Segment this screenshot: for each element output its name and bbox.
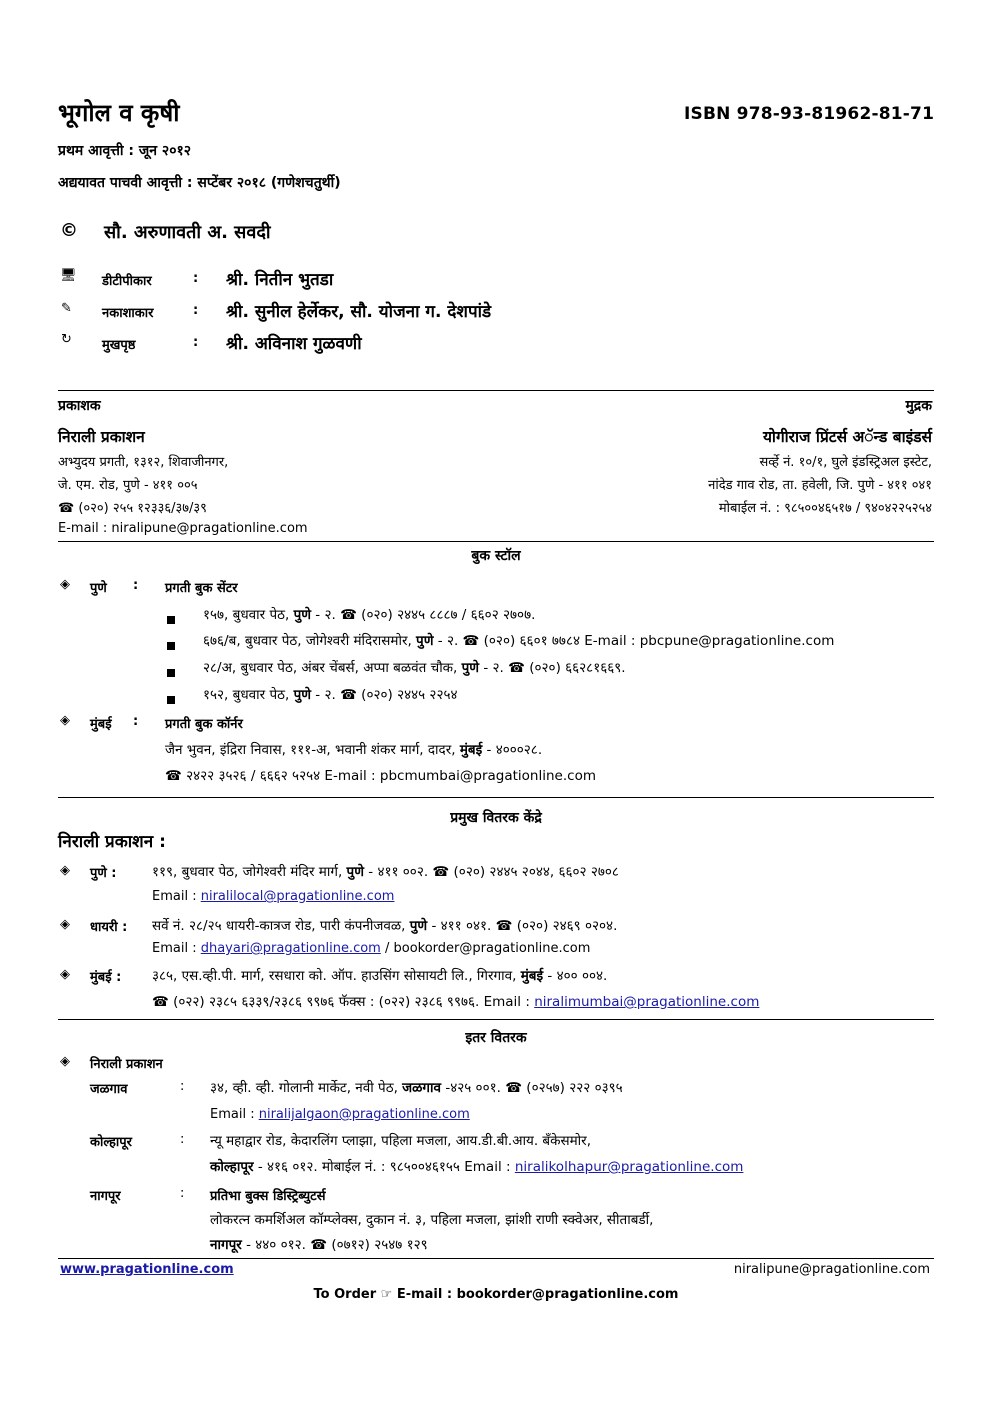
other-group: निराली प्रकाशन <box>90 1057 163 1072</box>
dist-mumbai-address: ३८५, एस.व्ही.पी. मार्ग, रसधारा को. ऑप. हाउसिंग सोसायटी लि., गिरगाव, मुंबई - ४०० ००४. <box>152 968 608 984</box>
divider <box>58 541 934 542</box>
isbn: ISBN 978-93-81962-81-71 <box>684 104 935 124</box>
cycle-icon: ↻ <box>61 332 72 347</box>
publisher-address-2: जे. एम. रोड, पुणे - ४११ ००५ <box>58 478 198 493</box>
other-kolhapur-address: न्यू महाद्वार रोड, केदारलिंग प्लाझा, पहिला मजला, आय.डी.बी.आय. बँकेसमोर, <box>210 1133 591 1149</box>
other-kolhapur-contact: कोल्हापूर - ४१६ ०१२. मोबाईल नं. : ९८५००४६१५५ Email : niralikolhapur@pragationline.com <box>210 1159 744 1175</box>
publisher-email-line <box>58 521 308 536</box>
other-nagpur-contact: नागपूर - ४४० ०१२. ☎ (०७१२) २५४७ १२९ <box>210 1237 428 1253</box>
stall-store-pune: प्रगती बुक सेंटर <box>165 581 238 596</box>
dist-pune-email[interactable]: niralilocal@pragationline.com <box>200 889 395 904</box>
printer-name: योगीराज प्रिंटर्स अॅन्ड बाइंडर्स <box>762 428 932 446</box>
printer-address-1: सर्व्हे नं. १०/१, घुले इंडस्ट्रिअल इस्टेट, <box>759 455 932 470</box>
credit-sep: : <box>193 271 199 286</box>
stall-city-pune: पुणे <box>90 581 107 596</box>
dist-label-mumbai: मुंबई : <box>90 970 122 985</box>
diamond-bullet-icon: ◈ <box>60 577 70 592</box>
email-label: E-mail : <box>58 521 112 536</box>
other-jalgaon-address: ३४, व्ही. व्ही. गोलानी मार्केट, नवी पेठ, जळगाव -४२५ ००१. ☎ (०२५७) २२२ ०३९५ <box>210 1080 623 1096</box>
book-title: भूगोल व कृषी <box>58 99 180 127</box>
credit-label-cover: मुखपृष्ठ <box>102 338 136 353</box>
other-nagpur-address: लोकरत्न कमर्शिअल कॉम्प्लेक्स, दुकान नं. ३, पहिला मजला, झांशी राणी स्क्वेअर, सीताबर्डी, <box>210 1212 654 1228</box>
dist-mumbai-contact: ☎ (०२२) २३८५ ६३३९/२३८६ ९९७६ फॅक्स : (०२२) २३८६ ९९७६. Email : niralimumbai@pragationline.com <box>152 994 760 1010</box>
dist-pune-address: ११९, बुधवार पेठ, जोगेश्वरी मंदिर मार्ग, पुणे - ४११ ००२. ☎ (०२०) २४४५ २०४४, ६६०२ २७०८ <box>152 864 619 880</box>
credit-value-maps: श्री. सुनील हेर्लेकर, सौ. योजना ग. देशपांडे <box>226 302 492 322</box>
distributors-heading: प्रमुख वितरक केंद्रे <box>450 810 542 826</box>
stall-pune-branch-2: ६७६/ब, बुधवार पेठ, जोगेश्वरी मंदिरासमोर, पुणे - २. ☎ (०२०) ६६०१ ७७८४ E-mail : pbcpune@pragationline.com <box>203 633 835 649</box>
divider <box>58 1258 934 1259</box>
publisher-phone: ☎ (०२०) २५५ १२३३६/३७/३९ <box>58 501 207 516</box>
diamond-bullet-icon: ◈ <box>60 967 70 982</box>
dist-label-pune: पुणे : <box>90 866 117 881</box>
divider <box>58 390 934 391</box>
other-distributors-heading: इतर वितरक <box>465 1030 527 1046</box>
dist-mumbai-email[interactable]: niralimumbai@pragationline.com <box>534 994 760 1010</box>
fifth-edition: अद्ययावत पाचवी आवृत्ती : सप्टेंबर २०१८ (गणेशचतुर्थी) <box>58 175 341 191</box>
publisher-heading: प्रकाशक <box>58 398 101 414</box>
stall-mumbai-phone: ☎ २४२२ ३५२६ / ६६६२ ५२५४ E-mail : pbcmumbai@pragationline.com <box>165 768 596 784</box>
stall-store-mumbai: प्रगती बुक कॉर्नर <box>165 717 243 732</box>
footer-email[interactable]: niralipune@pragationline.com <box>733 1262 930 1277</box>
other-city-jalgaon: जळगाव <box>90 1082 128 1097</box>
stall-pune-branch-3: २८/अ, बुधवार पेठ, अंबर चेंबर्स, अप्पा बळवंत चौक, पुणे - २. ☎ (०२०) ६६२८१६६९. <box>203 660 626 676</box>
dist-pune-email-line: Email : niralilocal@pragationline.com <box>152 889 395 904</box>
credit-label-maps: नकाशाकार <box>102 306 154 321</box>
copyright-symbol: © <box>60 220 78 241</box>
credit-sep: : <box>193 335 199 350</box>
computer-icon: 🖥 <box>60 268 77 283</box>
credit-value-dtp: श्री. नितीन भुतडा <box>226 270 334 290</box>
pen-icon: ✎ <box>61 301 72 316</box>
other-sep: : <box>180 1079 185 1094</box>
dist-dhayari-address: सर्वे नं. २८/२५ धायरी-कात्रज रोड, पारी कंपनीजवळ, पुणे - ४११ ०४१. ☎ (०२०) २४६९ ०२०४. <box>152 918 618 934</box>
other-jalgaon-email[interactable]: niralijalgaon@pragationline.com <box>258 1107 470 1122</box>
square-bullet-icon <box>167 689 175 708</box>
other-city-nagpur: नागपूर <box>90 1189 121 1204</box>
website-link[interactable]: www.pragationline.com <box>60 1262 234 1277</box>
other-city-kolhapur: कोल्हापूर <box>90 1135 132 1150</box>
copyright-holder: सौ. अरुणावती अ. सवदी <box>104 222 271 243</box>
dist-dhayari-email-line: Email : dhayari@pragationline.com / bookorder@pragationline.com <box>152 941 591 956</box>
other-nagpur-store: प्रतिभा बुक्स डिस्ट्रिब्युटर्स <box>210 1189 326 1204</box>
other-kolhapur-email[interactable]: niralikolhapur@pragationline.com <box>514 1159 744 1175</box>
stall-pune-branch-1: १५७, बुधवार पेठ, पुणे - २. ☎ (०२०) २४४५ ८८८७ / ६६०२ २७०७. <box>203 607 536 623</box>
square-bullet-icon <box>167 609 175 628</box>
publisher-name: निराली प्रकाशन <box>58 428 145 446</box>
square-bullet-icon <box>167 635 175 654</box>
credit-sep: : <box>193 303 199 318</box>
stall-sep: : <box>133 578 139 593</box>
order-email[interactable]: To Order ☞ E-mail : bookorder@pragationline.com <box>313 1287 679 1302</box>
dist-label-dhayari: धायरी : <box>90 920 128 935</box>
distributors-subheading: निराली प्रकाशन : <box>58 832 166 852</box>
other-sep: : <box>180 1132 185 1147</box>
stall-mumbai-address: जैन भुवन, इंद्रिरा निवास, १११-अ, भवानी शंकर मार्ग, दादर, मुंबई - ४०००२८. <box>165 742 543 758</box>
diamond-bullet-icon: ◈ <box>60 917 70 932</box>
printer-heading: मुद्रक <box>905 398 932 414</box>
first-edition: प्रथम आवृत्ती : जून २०१२ <box>58 143 192 159</box>
credit-value-cover: श्री. अविनाश गुळवणी <box>226 334 362 354</box>
square-bullet-icon <box>167 662 175 681</box>
publisher-email[interactable]: niralipune@pragationline.com <box>111 521 308 536</box>
diamond-bullet-icon: ◈ <box>60 863 70 878</box>
dist-dhayari-email[interactable]: dhayari@pragationline.com <box>200 941 381 956</box>
credit-label-dtp: डीटीपीकार <box>102 274 152 289</box>
other-sep: : <box>180 1186 185 1201</box>
printer-address-2: नांदेड गाव रोड, ता. हवेली, जि. पुणे - ४११ ०४१ <box>708 478 932 493</box>
book-stall-heading: बुक स्टॉल <box>471 548 521 564</box>
other-jalgaon-email-line: Email : niralijalgaon@pragationline.com <box>210 1107 470 1122</box>
printer-mobile: मोबाईल नं. : ९८५००४६५१७ / ९४०४२२५२५४ <box>718 501 932 516</box>
divider <box>58 797 934 798</box>
divider <box>58 1019 934 1020</box>
publisher-address-1: अभ्युदय प्रगती, १३१२, शिवाजीनगर, <box>58 455 229 470</box>
diamond-bullet-icon: ◈ <box>60 1054 70 1069</box>
stall-sep: : <box>133 714 139 729</box>
stall-pune-branch-4: १५२, बुधवार पेठ, पुणे - २. ☎ (०२०) २४४५ २२५४ <box>203 687 458 703</box>
diamond-bullet-icon: ◈ <box>60 713 70 728</box>
stall-city-mumbai: मुंबई <box>90 717 112 732</box>
